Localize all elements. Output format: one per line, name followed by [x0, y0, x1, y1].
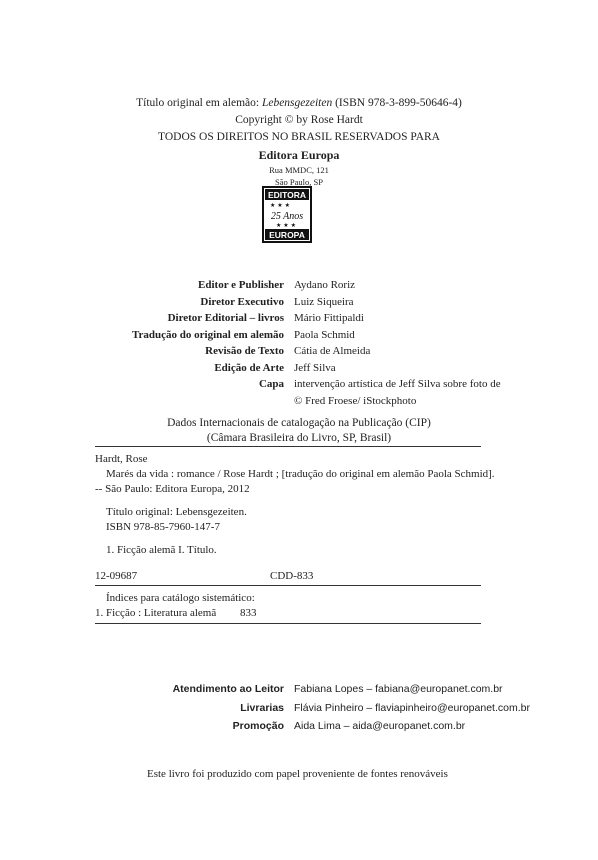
- credit-role: Diretor Editorial – livros: [167, 312, 284, 324]
- credit-name: Luiz Siqueira: [294, 295, 354, 308]
- logo-bottom-text: EUROPA: [269, 230, 305, 240]
- cip-index-entry: 1. Ficção : Literatura alemã: [95, 607, 217, 619]
- cip-heading-line-2: (Câmara Brasileira do Livro, SP, Brasil): [206, 432, 392, 444]
- contact-row: [0, 720, 598, 739]
- contact-row: [0, 702, 598, 721]
- editora-europa-logo: [262, 186, 312, 243]
- logo-top-text: EDITORA: [267, 190, 307, 200]
- contact-value: Flávia Pinheiro – flaviapinheiro@europanet.com.br: [294, 701, 530, 714]
- original-title: Lebensgezeiten: [261, 97, 333, 109]
- credit-role: Editor e Publisher: [198, 279, 284, 291]
- credit-name: Aydano Roriz: [294, 279, 356, 291]
- credit-row-continuation: [0, 395, 598, 412]
- contact-row: [0, 683, 598, 702]
- credit-name: Cátia de Almeida: [294, 345, 371, 357]
- contact-role: Livrarias: [240, 701, 284, 714]
- contacts-list: [0, 683, 598, 739]
- credit-row: [0, 296, 598, 313]
- original-isbn: (ISBN 978-3-899-50646-4): [332, 97, 462, 109]
- cip-index-heading: Índices para catálogo sistemático:: [106, 592, 255, 604]
- credit-row: [0, 279, 598, 296]
- logo-mid-text: 25 Anos: [270, 211, 304, 222]
- credit-extra: © Fred Froese/ iStockphoto: [294, 394, 417, 407]
- credit-row: [0, 312, 598, 329]
- credit-name: intervenção artística de Jeff Silva sobre foto de: [294, 378, 501, 390]
- credit-row: [0, 378, 598, 395]
- contact-role: Promoção: [232, 720, 284, 732]
- cip-top-rule: [95, 446, 481, 447]
- credit-role: Diretor Executivo: [200, 295, 284, 308]
- credit-role: Revisão de Texto: [205, 345, 284, 357]
- credit-name: Paola Schmid: [294, 328, 355, 341]
- contact-role: Atendimento ao Leitor: [172, 683, 284, 695]
- cip-entry: Marés da vida : romance / Rose Hardt ; [tradução do original em alemão Paola Schmid].: [106, 468, 495, 480]
- contact-value: Fabiana Lopes – fabiana@europanet.com.br: [294, 683, 503, 695]
- credit-name: Mário Fittipaldi: [294, 312, 364, 324]
- copyright-line: Copyright © by Rose Hardt: [235, 114, 363, 126]
- credit-row: [0, 345, 598, 362]
- contact-value: Aida Lima – aida@europanet.com.br: [294, 720, 466, 732]
- publisher-street: Rua MMDC, 121: [269, 165, 329, 175]
- credit-role: Capa: [258, 378, 284, 390]
- cip-heading: [0, 416, 598, 446]
- original-title-line: [0, 95, 598, 112]
- credit-role: Tradução do original em alemão: [132, 328, 284, 341]
- cip-middle-rule: [95, 585, 481, 586]
- cip-cdd: CDD-833: [270, 570, 314, 582]
- footer-note: Este livro foi produzido com papel proveniente de fontes renováveis: [147, 768, 448, 780]
- rights-line: TODOS OS DIREITOS NO BRASIL RESERVADOS PARA: [158, 131, 440, 143]
- credit-role: Edição de Arte: [214, 361, 284, 374]
- cip-control-number: 12-09687: [95, 570, 138, 582]
- publisher-city: São Paulo, SP: [275, 177, 323, 187]
- colophon-header: [0, 95, 598, 188]
- cip-heading-line-1: Dados Internacionais de catalogação na Publicação (CIP): [167, 417, 431, 429]
- cip-entry-continuation: -- São Paulo: Editora Europa, 2012: [95, 483, 250, 495]
- original-title-prefix: Título original em alemão:: [136, 97, 262, 109]
- cip-author: Hardt, Rose: [95, 453, 148, 465]
- publisher-name: Editora Europa: [258, 148, 340, 162]
- cip-bottom-rule: [95, 623, 481, 624]
- credit-row: [0, 329, 598, 346]
- cip-original-title: Título original: Lebensgezeiten.: [106, 506, 247, 518]
- credit-name: Jeff Silva: [294, 361, 336, 374]
- cip-index-code: 833: [240, 607, 257, 619]
- cip-isbn: ISBN 978-85-7960-147-7: [106, 521, 220, 533]
- credits-list: [0, 279, 598, 411]
- svg-text:★ ★ ★: ★ ★ ★: [276, 222, 296, 229]
- cip-subjects: 1. Ficção alemã I. Título.: [106, 544, 217, 556]
- svg-text:★ ★ ★: ★ ★ ★: [270, 202, 290, 209]
- logo-icon: [262, 186, 312, 243]
- credit-row: [0, 362, 598, 379]
